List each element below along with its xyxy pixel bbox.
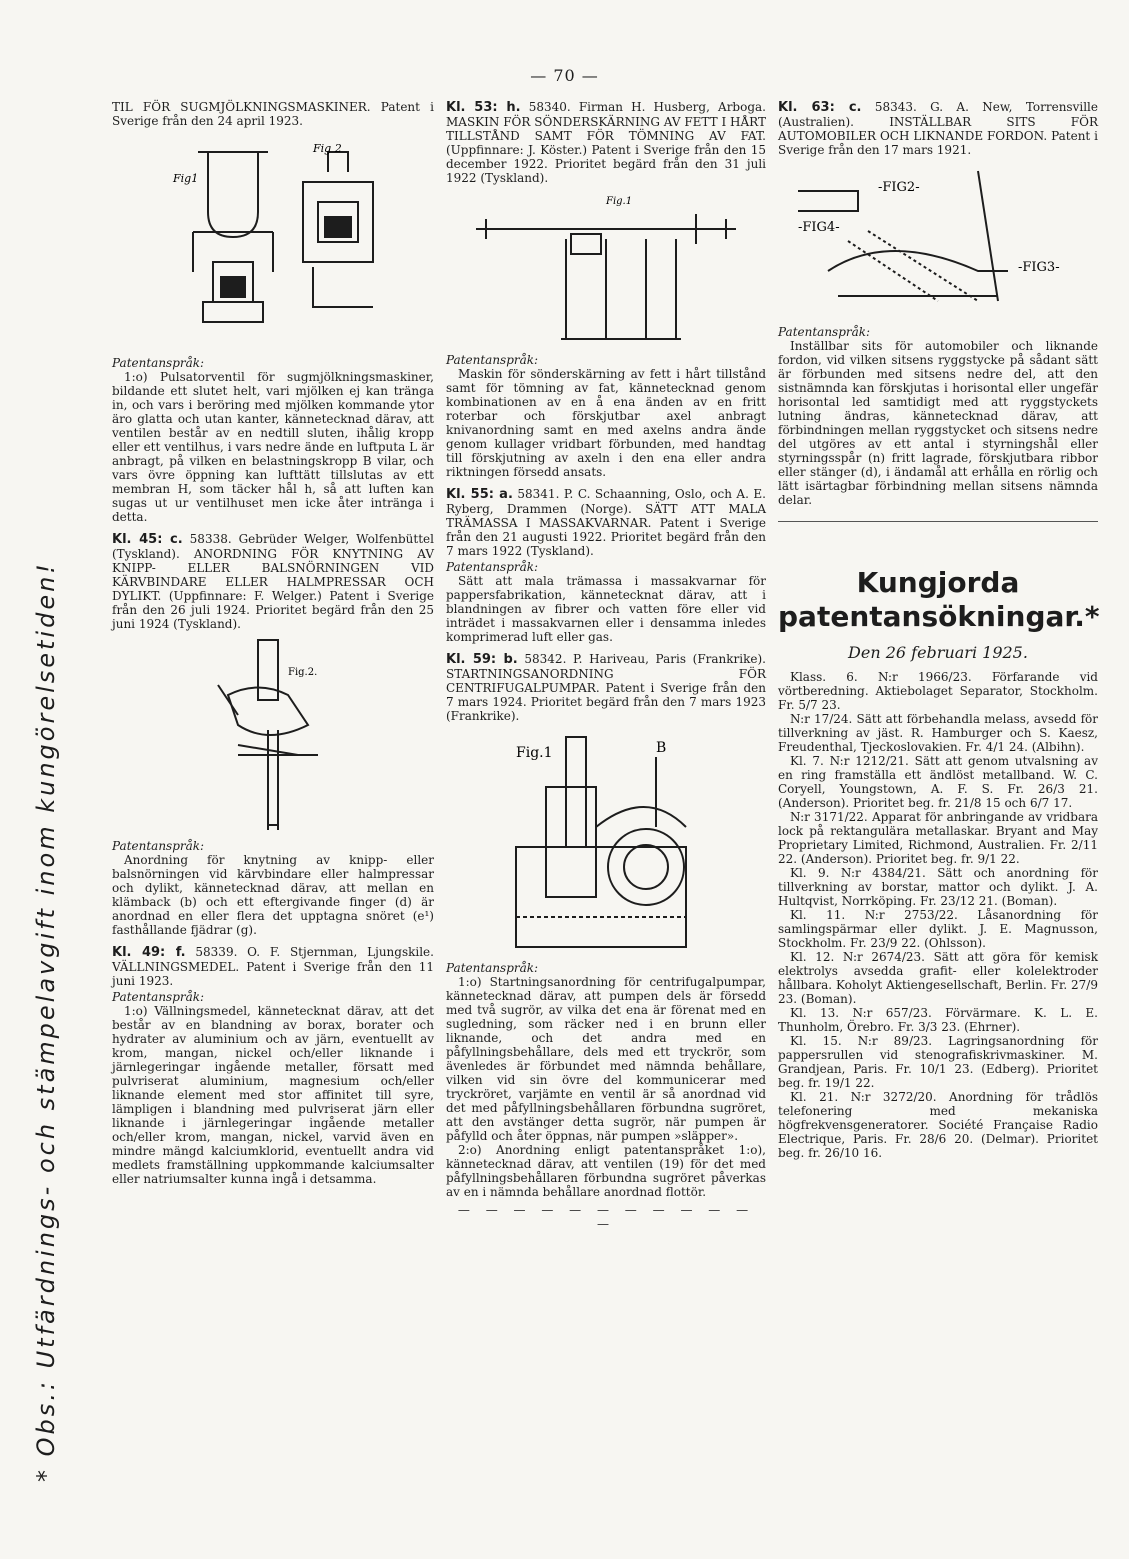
intro-text: TIL FÖR SUGMJÖLKNINGSMASKINER. Patent i Sverige från den 24 april 1923.	[112, 100, 434, 128]
class-label: Kl. 63: c.	[778, 100, 862, 115]
claim-text-2: 2:o) Anordning enligt patentanspråket 1:o), kännetecknad därav, att ventilen (19) för det med påfyllningsbehållaren förbundna sugröret påverkas av en i nämnda behållare anordnad flottör.	[446, 1143, 766, 1199]
column-3	[778, 100, 1098, 1160]
claim-text: 1:o) Startningsanordning för centrifugalpumpar, kännetecknad därav, att pumpen dels är försedd med två sugrör, av vilka det ena är förenat med en sugledning, som räcker ned i en brunn eller liknande, och det andra med en påfyllningsbehållare, dels med ett tryckrör, som ävenledes är förbundet med nämnda behållare, vilken vid sin övre del kommunicerar med tryckröret, varjämte en ventil är så anordnad vid det med påfyllningsbehållaren förbundna sugröret, att den avstänger detta sugrör, när pumpen är påfylld och åter öppnas, när pumpen »släpper».	[446, 975, 766, 1143]
claim-label: Patentanspråk:	[446, 961, 539, 975]
fig-label: Fig.1	[516, 745, 553, 761]
application-item: Kl. 7. N:r 1212/21. Sätt att genom utvalsning av en ring framställa ett ändlöst metallband. W. C. Coryell, Youngstown, A. F. S. Fr. 26/3 21. (Anderson). Prioritet beg. fr. 21/8 15 och 6/7 17.	[778, 754, 1098, 810]
knotting-device-figure	[198, 635, 348, 835]
fig3-label: -FIG3-	[1018, 260, 1060, 275]
application-item: N:r 3171/22. Apparat för anbringande av vridbara lock på rektangulära metallaskar. Bryant and May Proprietary Limited, Richmond, Australien. Fr. 2/11 22. (Anderson). Prioritet beg. fr. 9/1 22.	[778, 810, 1098, 866]
application-item: Kl. 11. N:r 2753/22. Låsanordning för samlingspärmar eller dylikt. J. E. Magnusson, Stockholm. Fr. 23/9 22. (Ohlsson).	[778, 908, 1098, 950]
entry-58342	[446, 652, 766, 723]
application-item: Kl. 21. N:r 3272/20. Anordning för trådlös telefonering med mekaniska högfrekvensgeneratorer. Société Française Radio Electrique, Paris. Fr. 28/6 20. (Delmar). Prioritet beg. fr. 26/10 16.	[778, 1090, 1098, 1160]
claim-label: Patentanspråk:	[112, 356, 205, 370]
fig4-label: -FIG4-	[798, 220, 840, 235]
entry-58339	[112, 945, 434, 988]
column-2: Kl. 53: h. 58340. Firman H. Husberg, Arboga. MASKIN FÖR SÖNDERSKÄRNING AV FETT I HÅRT TILLSTÅND SAMT FÖR TÖMNING AV FAT. (Uppfinnare: J. Köster.) Patent i Sverige från den 15 december 1922. Prioritet begärd från den 31 juli 1922 (Tyskland). Fig.1 Patentanspråk: Maskin för sönderskärning av fett i hårt tillstånd samt för tömning av fat, kännetecknad genom kombinationen av en å ena änden av en fritt roterbar och förskjutbar axel anbragt knivanordning samt en med axelns andra ände genom kullager vridbart förbunden, med handtag till förskjutning av axeln i den ena eller andra riktningen försedd ansats. Kl. 55: a. 58341. P. C. Schaanning, Oslo, och A. E. Ryberg, Drammen (Norge). SÄTT ATT MALA TRÄMASSA I MASSAKVARNAR. Patent i Sverige från den 21 augusti 1922. Prioritet begärd från den 7 mars 1922 (Tyskland). Patentanspråk: Sätt att mala trämassa i massakvarnar för pappersfabrikation, kännetecknat därav, att i blandningen av fibrer och vatten före eller vid inträdet i massakvarnen eller i densamma inledes komprimerad luft eller gas. Kl. 59: b. 58342. P. Hariveau, Paris (Frankrike). STARTNINGSANORDNING FÖR CENTRIFUGALPUMPAR. Patent i Sverige från den 7 mars 1924. Prioritet begärd från den 7 mars 1923 (Frankrike). Fig.1 B Patentanspråk: 1:o) Startningsanordning för centrifugalpumpar, kännetecknad därav, att pumpen dels är försedd med två sugrör, av vilka det ena är förenat med en sugledning, som räcker ned i en brunn eller liknande, och det andra med en påfyllningsbehållare, dels med ett tryckrör, som ävenledes är förbundet med nämnda behållare, vilken vid sin övre del kommunicerar med tryckröret, varjämte en ventil är så anordnad vid det med påfyllningsbehållaren förbundna sugröret, att den avstänger detta sugrör, när pumpen är påfylld och åter öppnas, när pumpen »släpper». 2:o) Anordning enligt patentanspråket 1:o), kännetecknad därav, att ventilen (19) för det med påfyllningsbehållaren förbundna sugröret påverkas av en i nämnda behållare anordnad flottör. — — — — — — — — — — — —	[446, 100, 766, 1231]
claim-label: Patentanspråk:	[446, 353, 539, 367]
entry-text: 58342. P. Hariveau, Paris (Frankrike). STARTNINGSANORDNING FÖR CENTRIFUGALPUMPAR. Patent i Sverige från den 7 mars 1924. Prioritet begärd från den 7 mars 1923 (Frankrike).	[446, 652, 766, 723]
claim-text: Sätt att mala trämassa i massakvarnar för pappersfabrikation, kännetecknat därav, att i blandningen av fibrer och vatten före eller vid inträdet i massakvarnen eller i densamma inledes komprimerad luft eller gas.	[446, 574, 766, 644]
entry-text: 58338. Gebrüder Welger, Wolfenbüttel (Tyskland). ANORDNING FÖR KNYTNING AV KNIPP- ELLER BALSNÖRNINGEN VID KÄRVBINDARE ELLER HALMPRESSAR OCH DYLIKT. (Uppfinnare: F. Welger.) Patent i Sverige från den 26 juli 1924. Prioritet begärd från den 25 juni 1924 (Tyskland).	[112, 532, 434, 631]
class-label: Kl. 49: f.	[112, 945, 186, 960]
page-number: — 70 —	[530, 66, 599, 85]
entry-58338	[112, 532, 434, 631]
claim-text: Anordning för knytning av knipp- eller balsnörningen vid kärvbindare eller halmpressar och dylikt, kännetecknad därav, att mellan en klämback (b) och ett eftergivande finger (d) är anordnad en eller flera det upptagna snöret (e¹) fasthållande fjädrar (g).	[112, 853, 434, 937]
column-1	[112, 100, 434, 1186]
fig3-label: Fig.2.	[288, 667, 318, 678]
application-item: Kl. 13. N:r 657/23. Förvärmare. K. L. E. Thunholm, Örebro. Fr. 3/3 23. (Ehrner).	[778, 1006, 1098, 1034]
claim-label: Patentanspråk:	[778, 325, 871, 339]
claim-text: Inställbar sits för automobiler och liknande fordon, vid vilken sitsens ryggstycke på sådant sätt är förbunden med sitsens nedre del, att den sistnämnda kan förskjutas i horisontal eller ungefär horisontal led samtidigt med att ryggstyckets lutning ändras, kännetecknad därav, att förbindningen mellan ryggstycket och sitsens nedre del utgöres av ett antal i styrningshål eller styrningsspår (n) fritt lagrade, förskjutbara ribbor eller stänger (d), i ändamål att erhålla en rörlig och lätt isärtagbar förbindning mellan sitsens nämnda delar.	[778, 339, 1098, 507]
applications-list	[778, 670, 1098, 1160]
application-item: Klass. 6. N:r 1966/23. Förfarande vid vörtberedning. Aktiebolaget Separator, Stockholm. Fr. 5/7 23.	[778, 670, 1098, 712]
entry-58343	[778, 100, 1098, 157]
class-label: Kl. 45: c.	[112, 532, 183, 547]
entry-text: 58339. O. F. Stjernman, Ljungskile. VÄLLNINGSMEDEL. Patent i Sverige från den 11 juni 1923.	[112, 945, 434, 988]
fig2-label: Fig 2	[313, 142, 342, 155]
fat-cutting-machine-figure	[466, 189, 746, 349]
claim-text: 1:o) Pulsatorventil för sugmjölkningsmaskiner, bildande ett slutet helt, vari mjölken ej kan tränga in, och vars i beröring med mjölken kommande ytor äro glatta och utan kanter, kännetecknad därav, att ventilen består av en nedtill sluten, ihålig kropp eller ett ventilhus, i vars nedre ände en luftputa L är anbragt, på vilken en belastningskropp B vilar, och vars övre öppning kan lufttätt tillslutas av ett membran H, som täcker hål h, så att luften kan sugas ut ur ventilhuset men icke åter inträngа i detta.	[112, 370, 434, 524]
entry-58340	[446, 100, 766, 185]
claim-label: Patentanspråk:	[446, 560, 539, 574]
claim-text: Maskin för sönderskärning av fett i hårt tillstånd samt för tömning av fat, kännetecknad genom kombinationen av en å ena änden av en fritt roterbar och förskjutbar axel anbragt knivanordning samt en med axelns andra ände genom kullager vridbart förbunden, med handtag till förskjutning av axeln i den ena eller andra riktningen försedd ansats.	[446, 367, 766, 479]
class-label: Kl. 59: b.	[446, 652, 518, 667]
entry-text: 58341. P. C. Schaanning, Oslo, och A. E. Ryberg, Drammen (Norge). SÄTT ATT MALA TRÄMASSA I MASSAKVARNAR. Patent i Sverige från den 21 augusti 1922. Prioritet begärd från den 7 mars 1922 (Tyskland).	[446, 487, 766, 558]
class-label: Kl. 53: h.	[446, 100, 521, 115]
application-item: Kl. 12. N:r 2674/23. Sätt att göra för kemisk elektrolys avsedda grafit- eller kolelektroder hållbara. Koholyt Aktiengesellschaft, Berlin. Fr. 27/9 23. (Boman).	[778, 950, 1098, 1006]
fig-label: Fig.1	[606, 196, 633, 207]
application-item: Kl. 9. N:r 4384/21. Sätt och anordning för tillverkning av borstar, mattor och dylikt. J. A. Hultqvist, Norrköping. Fr. 23/12 21. (Boman).	[778, 866, 1098, 908]
class-label: Kl. 55: a.	[446, 487, 513, 502]
centrifugal-pump-figure	[506, 727, 706, 957]
adjustable-seat-figure	[788, 161, 1088, 321]
pulsator-valve-figure	[153, 132, 393, 352]
entry-text: 58340. Firman H. Husberg, Arboga. MASKIN FÖR SÖNDERSKÄRNING AV FETT I HÅRT TILLSTÅND SAMT FÖR TÖMNING AV FAT. (Uppfinnare: J. Köster.) Patent i Sverige från den 15 december 1922. Prioritet begärd från den 31 juli 1922 (Tyskland).	[446, 100, 766, 185]
entry-58341	[446, 487, 766, 558]
section-date: Den 26 februari 1925.	[848, 643, 1028, 662]
fig2-label: -FIG2-	[878, 180, 920, 195]
side-note: * Obs.: Utfärdnings- och stämpelavgift inom kungörelsetiden!	[32, 561, 60, 1482]
claim-text: 1:o) Vällningsmedel, kännetecknat därav, att det består av en blandning av borax, borater och hydrater av aluminium och av järn, eventuellt av krom, mangan, nickel och/eller liknande i järnlegeringar ingående metaller, försatt med pulvriserat aluminium, magnesium och/eller liknande element med stor affinitet till syre, lämpligen i blandning med pulvriserat järn eller liknande i järnlegeringar ingående metaller och/eller krom, mangan, nickel, varvid även en mindre mängd kalciumklorid, eventuellt andra vid medlets framställning uppkommande kalciumsalter eller natriumsalter kunna ingå i detsamma.	[112, 1004, 434, 1186]
claim-label: Patentanspråk:	[112, 839, 205, 853]
application-item: Kl. 15. N:r 89/23. Lagringsanordning för pappersrullen vid stenografiskrivmaskiner. M. Grandjean, Paris. Fr. 10/1 23. (Edberg). Prioritet beg. fr. 19/1 22.	[778, 1034, 1098, 1090]
entry-text: 58343. G. A. New, Torrensville (Australien). INSTÄLLBAR SITS FÖR AUTOMOBILER OCH LIKNANDE FORDON. Patent i Sverige från den 17 mars 1921.	[778, 100, 1098, 157]
claim-label: Patentanspråk:	[112, 990, 205, 1004]
application-item: N:r 17/24. Sätt att förbehandla melass, avsedd för tillverkning av jäst. R. Hamburger och S. Kaesz, Freudenthal, Tjeckoslovakien. Fr. 4/1 24. (Albihn).	[778, 712, 1098, 754]
fig-b-label: B	[656, 740, 667, 756]
section-title: Kungjorda patentansökningar.*	[778, 566, 1100, 633]
fig1-label: Fig1	[173, 172, 199, 185]
